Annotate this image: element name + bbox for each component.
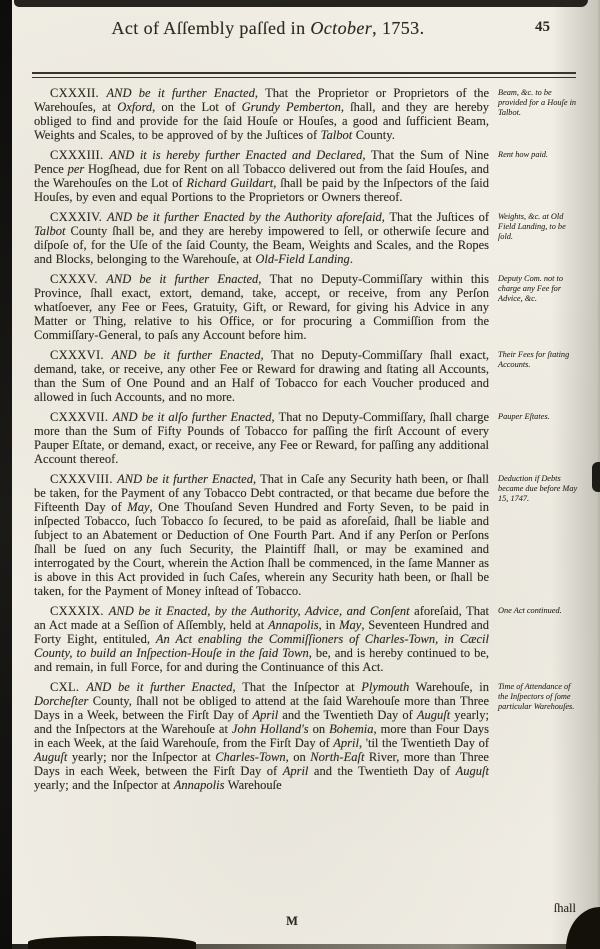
italic-text-run: Annapolis — [267, 618, 319, 632]
italic-text-run: AND be it Enacted, by the Authority, Advice, and Conſent — [108, 604, 410, 618]
section-number: CXXXIII. — [50, 148, 110, 162]
margin-note: Weights, &c. at Old Field Landing, to be ſold. — [498, 212, 566, 241]
margin-note: Time of Attendance of the Inſpectors of ſome particular Warehouſes. — [498, 682, 575, 711]
text-run: Hogſhead, due for Rent on all Tobacco delivered out from the ſaid Houſes, and the Warehouſes on the Lot of — [34, 162, 490, 190]
italic-text-run: Plymouth — [361, 680, 410, 694]
italic-text-run: per — [67, 162, 85, 176]
text-run: County, ſhall not be obliged to attend at the ſaid Warehouſe more than Three Days in a Week, between the Firſt Day of — [34, 694, 489, 722]
section-number: CXXXIX. — [50, 604, 109, 618]
text-run: River, more than Three Days in each Week, between the Firſt Day of — [34, 750, 489, 778]
italic-text-run: AND be it further Enacted, — [106, 86, 266, 100]
italic-text-run: AND be it further Enacted, — [111, 348, 271, 362]
text-run: , 1753. — [372, 18, 425, 38]
text-run: That the Sum of Nine Pence — [34, 148, 489, 176]
margin-note: One Act continued. — [498, 606, 562, 615]
margin-note: Beam, &c. to be provided for a Houſe in Talbot. — [498, 88, 577, 117]
italic-text-run: Oxford — [117, 100, 153, 114]
section-text — [34, 148, 489, 204]
text-run: Warehouſe, in — [409, 680, 490, 694]
act-section — [34, 148, 582, 204]
italic-text-run: North-Eaſt — [310, 750, 365, 764]
signature-mark: M — [286, 914, 298, 928]
italic-text-run: Charles-Town — [215, 750, 286, 764]
italic-text-run: Grundy Pemberton — [241, 100, 341, 114]
section-number: CXXXV. — [50, 272, 107, 286]
act-section — [34, 680, 582, 792]
section-text — [34, 472, 489, 598]
text-run: , 'til the Twentieth Day of — [358, 736, 489, 750]
italic-text-run: AND it is hereby further Enacted and Declared, — [109, 148, 372, 162]
italic-text-run: AND be it further Enacted, — [86, 680, 243, 694]
text-run: yearly; and the Inſpector at — [34, 778, 174, 792]
text-run: That the Inſpector at — [242, 680, 362, 694]
section-text — [34, 86, 489, 142]
text-run: , in — [318, 618, 340, 632]
text-run: aforeſaid, That an Act made at a Seſſion of Aſſembly, held at — [34, 604, 489, 632]
italic-text-run: AND be it further Enacted by the Authority aforeſaid, — [107, 210, 390, 224]
italic-text-run: AND be it further Enacted, — [106, 272, 270, 286]
text-run: That no Deputy-Commiſſary ſhall exact, demand, take, or receive, any other Fee or Reward for drawing and ſtating all Accounts, than the Sum of One Pound and an Half of Tobacco for each Voucher produced and allowed in ſuch Accounts, and no more. — [34, 348, 489, 404]
text-run: County ſhall be, and they are hereby impowered to ſell, or otherwiſe ſecure and diſpoſe of, for the Uſe of the ſaid County, the Beam, Weights and Scales, and the Ropes and Blocks, belonging to the Warehouſe, at — [34, 224, 489, 266]
margin-note: Rent how paid. — [498, 150, 549, 159]
section-text — [34, 272, 489, 342]
section-text — [34, 410, 489, 466]
act-section — [34, 348, 582, 404]
act-section — [34, 410, 582, 466]
text-run: yearly; and the Inſpectors at the Warehouſe at — [34, 708, 489, 736]
text-run: That the Proprietor or Proprietors of the Warehouſes, at — [34, 86, 490, 114]
margin-note: Deduction if Debts became due before May 15, 1747. — [498, 474, 578, 503]
text-run: That no Deputy-Commiſſary within this Province, ſhall exact, extort, demand, take, accept, or receive, from any Perſon whatſoever, any Fee or Fees, Gratuity, Gift, or Reward, for giving his Advice in any Matter or Thing, relative to his Office, or for procuring a Commiſſion from the Commiſſary-General, to paſs any Account before him. — [34, 272, 489, 342]
act-section — [34, 86, 582, 142]
italic-text-run: April — [252, 708, 279, 722]
section-text — [34, 604, 489, 674]
text-run: , more than Four Days in each Week, at the ſaid Warehouſe, from the Firſt Day of — [34, 722, 489, 750]
scan-edge-left — [0, 0, 12, 949]
text-run: on — [308, 722, 330, 736]
section-text — [34, 210, 489, 266]
scan-edge-top — [14, 0, 588, 7]
italic-text-run: Talbot — [34, 224, 66, 238]
italic-text-run: Dorcheſter — [34, 694, 89, 708]
italic-text-run: An Act enabling the Commiſſioners of Charles-Town, in Cæcil County, to build an Inſpection-Houſe in the ſaid Town — [34, 632, 489, 660]
section-number: CXXXVII. — [50, 410, 113, 424]
page-footer — [34, 901, 582, 933]
section-text — [34, 680, 489, 792]
scan-blot-bottom-left — [28, 936, 196, 949]
italic-text-run: AND be it further Enacted, — [117, 472, 261, 486]
italic-text-run: May — [339, 618, 362, 632]
text-run: That no Deputy-Commiſſary, ſhall charge more than the Sum of Fifty Pounds of Tobacco for paſſing the firſt Account of every Pauper Eſtate, or demand, exact, or receive, any Fee or Reward, for paſſing any additional Account thereof. — [34, 410, 489, 466]
double-rule — [32, 72, 576, 78]
text-run: , One Thouſand Seven Hundred and Forty Seven, to be paid in inſpected Tobacco, ſuch Tobacco ſo ſecured, to be paid as aforeſaid, ſhall be liable and ſubject to an Abatement or Deduction of One Fourth Part. And if any Perſon or Perſons ſhall be ſued on any ſuch Security, the Plaintiff ſhall, or may be examined and interrogated by the Court, wherein the Action ſhall be commenced, in the ſame Manner as is above in this Act provided in ſuch Caſes, wherein any Security hath been, or ſhall be taken, for the Payment of Money inſtead of Tobacco. — [34, 500, 489, 598]
italic-text-run: May — [127, 500, 150, 514]
act-section — [34, 472, 582, 598]
section-number: CXXXVIII. — [50, 472, 118, 486]
section-number: CXXXII. — [50, 86, 107, 100]
text-run: and the Twentieth Day of — [308, 764, 456, 778]
text-run: , Seventeen Hundred and Forty Eight, entituled, — [34, 618, 489, 646]
italic-text-run: Bohemia — [329, 722, 374, 736]
act-section — [34, 604, 582, 674]
text-run: That in Caſe any Security hath been, or ſhall be taken, for the Payment of any Tobacco Debt contracted, or that became due before the Fifteenth Day of — [34, 472, 490, 514]
text-run: Act of Aſſembly paſſed in — [111, 18, 311, 38]
section-text — [34, 348, 489, 404]
text-run: . — [349, 252, 353, 266]
section-number: CXXXIV. — [50, 210, 108, 224]
text-run: , be, and is hereby continued to be, and remain, in full Force, for and during the Continuance of this Act. — [34, 646, 489, 674]
page-number: 45 — [535, 19, 550, 35]
section-number: CXL. — [50, 680, 87, 694]
text-run: , on — [285, 750, 311, 764]
margin-note: Deputy Com. not to charge any Fee for Advice, &c. — [498, 274, 563, 303]
italic-text-run: Richard Guildart — [186, 176, 274, 190]
text-run: That the Juſtices of — [389, 210, 489, 224]
text-run: Warehouſe — [224, 778, 282, 792]
italic-text-run: John Holland's — [231, 722, 309, 736]
italic-text-run: Talbot — [320, 128, 353, 142]
catchword: ſhall — [553, 901, 576, 915]
text-run: yearly; nor the Inſpector at — [67, 750, 216, 764]
text-run: and the Twentieth Day of — [278, 708, 417, 722]
scan-blot-right-edge — [592, 462, 600, 492]
italic-text-run: Auguſt — [455, 764, 489, 778]
act-section — [34, 210, 582, 266]
act-sections — [34, 86, 582, 798]
italic-text-run: Auguſt — [34, 750, 68, 764]
text-run: , ſhall, and they are hereby obliged to find and provide for the ſaid Houſe or Houſes, a good and ſufficient Beam, Weights and Scales, to be approved of by the Juſtices of — [34, 100, 490, 142]
italic-text-run: October — [310, 18, 373, 38]
italic-text-run: AND be it alſo further Enacted, — [112, 410, 279, 424]
page-title — [78, 18, 458, 39]
text-run: County. — [352, 128, 395, 142]
italic-text-run: April — [333, 736, 359, 750]
text-run: , ſhall be paid by the Inſpectors of the ſaid Houſes, by even and equal Portions to the Proprietors or Owners thereof. — [34, 176, 489, 204]
margin-note: Pauper Eſtates. — [498, 412, 550, 421]
page-header — [38, 18, 568, 44]
italic-text-run: April — [282, 764, 309, 778]
margin-note: Their Fees for ſtating Accounts. — [498, 350, 570, 369]
document-page — [12, 0, 598, 949]
act-section — [34, 272, 582, 342]
text-run: , on the Lot of — [152, 100, 242, 114]
italic-text-run: Old-Field Landing — [255, 252, 350, 266]
section-number: CXXXVI. — [50, 348, 112, 362]
italic-text-run: Auguſt — [416, 708, 451, 722]
italic-text-run: Annapolis — [173, 778, 225, 792]
